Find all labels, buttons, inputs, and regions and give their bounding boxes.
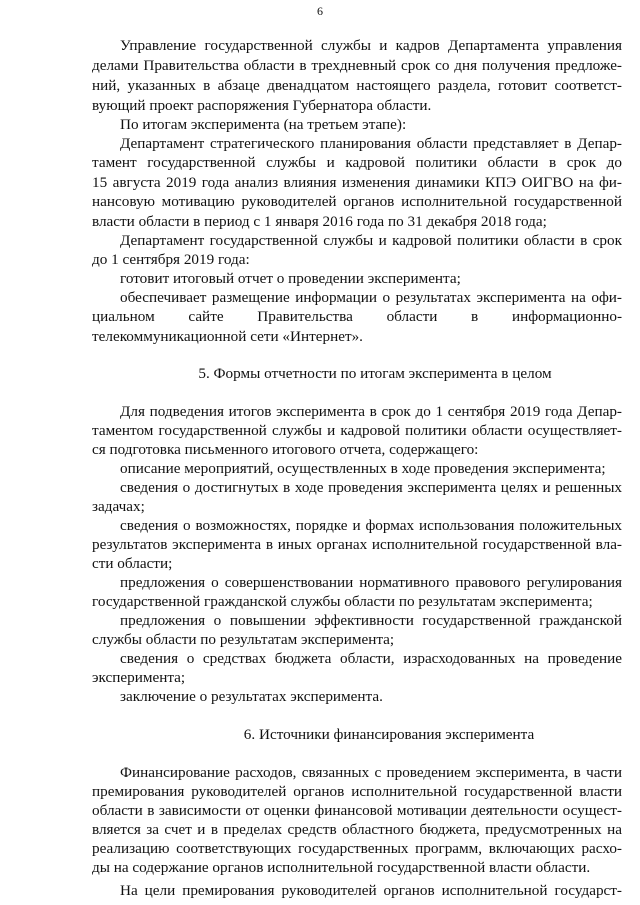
section-heading: 6. Источники финансирования эксперимента	[243, 726, 535, 743]
text-line: На цели премирования руководителей органов исполнительной государст-	[120, 882, 622, 899]
text-line: ды на содержание органов исполнительной государственной власти области.	[92, 859, 591, 876]
text-line: сведения о возможностях, порядке и формах использования положительных	[120, 517, 622, 534]
text-line: 15 августа 2019 года анализ влияния изменения динамики КПЭ ОИГВО на фи-	[92, 174, 622, 191]
text-line: эксперимента;	[92, 669, 186, 686]
text-line: сти области;	[92, 555, 173, 572]
page-number: 6	[317, 4, 323, 18]
text-line: результатов эксперимента в иных органах исполнительной государственной вла-	[92, 536, 622, 553]
section-heading: 5. Формы отчетности по итогам эксперимента в целом	[198, 365, 552, 382]
text-line: сведения о достигнутых в ходе проведения эксперимента целях и решенных	[120, 479, 622, 496]
text-line: заключение о результатах эксперимента.	[120, 688, 383, 705]
text-line: тамент государственной службы и кадровой политики области в срок до	[92, 154, 622, 171]
text-line: премирования руководителей органов исполнительной государственной власти	[92, 783, 622, 800]
text-line: вующий проект распоряжения Губернатора области.	[92, 97, 432, 114]
text-line: телекоммуникационной сети «Интернет».	[92, 328, 363, 345]
text-line: задачах;	[92, 498, 145, 515]
text-line: обеспечивает размещение информации о результатах эксперимента на офи-	[120, 289, 622, 306]
text-line: По итогам эксперимента (на третьем этапе):	[120, 116, 407, 133]
text-line: Департамент государственной службы и кадровой политики области в срок	[120, 232, 622, 249]
text-line: предложения о совершенствовании нормативного правового регулирования	[120, 574, 622, 591]
text-line: делами Правительства области в трехдневный срок со дня получения предложе-	[92, 57, 622, 74]
text-line: ний, указанных в абзаце двенадцатом настоящего раздела, готовит соответст-	[92, 77, 622, 94]
text-line: нансовую мотивацию руководителей органов исполнительной государственной	[92, 193, 622, 210]
text-line: предложения о повышении эффективности государственной гражданской	[120, 612, 622, 629]
text-line: власти области в период с 1 января 2016 года по 31 декабря 2018 года;	[92, 213, 547, 230]
text-line: Для подведения итогов эксперимента в срок до 1 сентября 2019 года Депар-	[120, 403, 622, 420]
text-line: циальном сайте Правительства области в информационно-	[92, 308, 622, 325]
text-line: вляется за счет и в пределах средств областного бюджета, предусмотренных на	[92, 821, 622, 838]
text-line: области в зависимости от оценки финансовой мотивации деятельности осущест-	[92, 802, 622, 819]
text-line: описание мероприятий, осуществленных в ходе проведения эксперимента;	[120, 460, 606, 477]
text-line: сведения о средствах бюджета области, израсходованных на проведение	[120, 650, 622, 667]
text-line: государственной гражданской службы области по результатам эксперимента;	[92, 593, 593, 610]
text-line: реализацию соответствующих государственных программ, включающих расхо-	[92, 840, 622, 857]
text-line: готовит итоговый отчет о проведении эксперимента;	[120, 270, 461, 287]
text-line: ся подготовка письменного итогового отчета, содержащего:	[92, 441, 479, 458]
text-line: Департамент стратегического планирования области представляет в Депар-	[120, 135, 622, 152]
text-line: до 1 сентября 2019 года:	[92, 251, 250, 268]
text-line: таментом государственной службы и кадровой политики области осуществляет-	[92, 422, 622, 439]
text-line: службы области по результатам эксперимента;	[92, 631, 395, 648]
text-line: Финансирование расходов, связанных с проведением эксперимента, в части	[120, 764, 622, 781]
text-line: Управление государственной службы и кадров Департамента управления	[120, 37, 622, 54]
